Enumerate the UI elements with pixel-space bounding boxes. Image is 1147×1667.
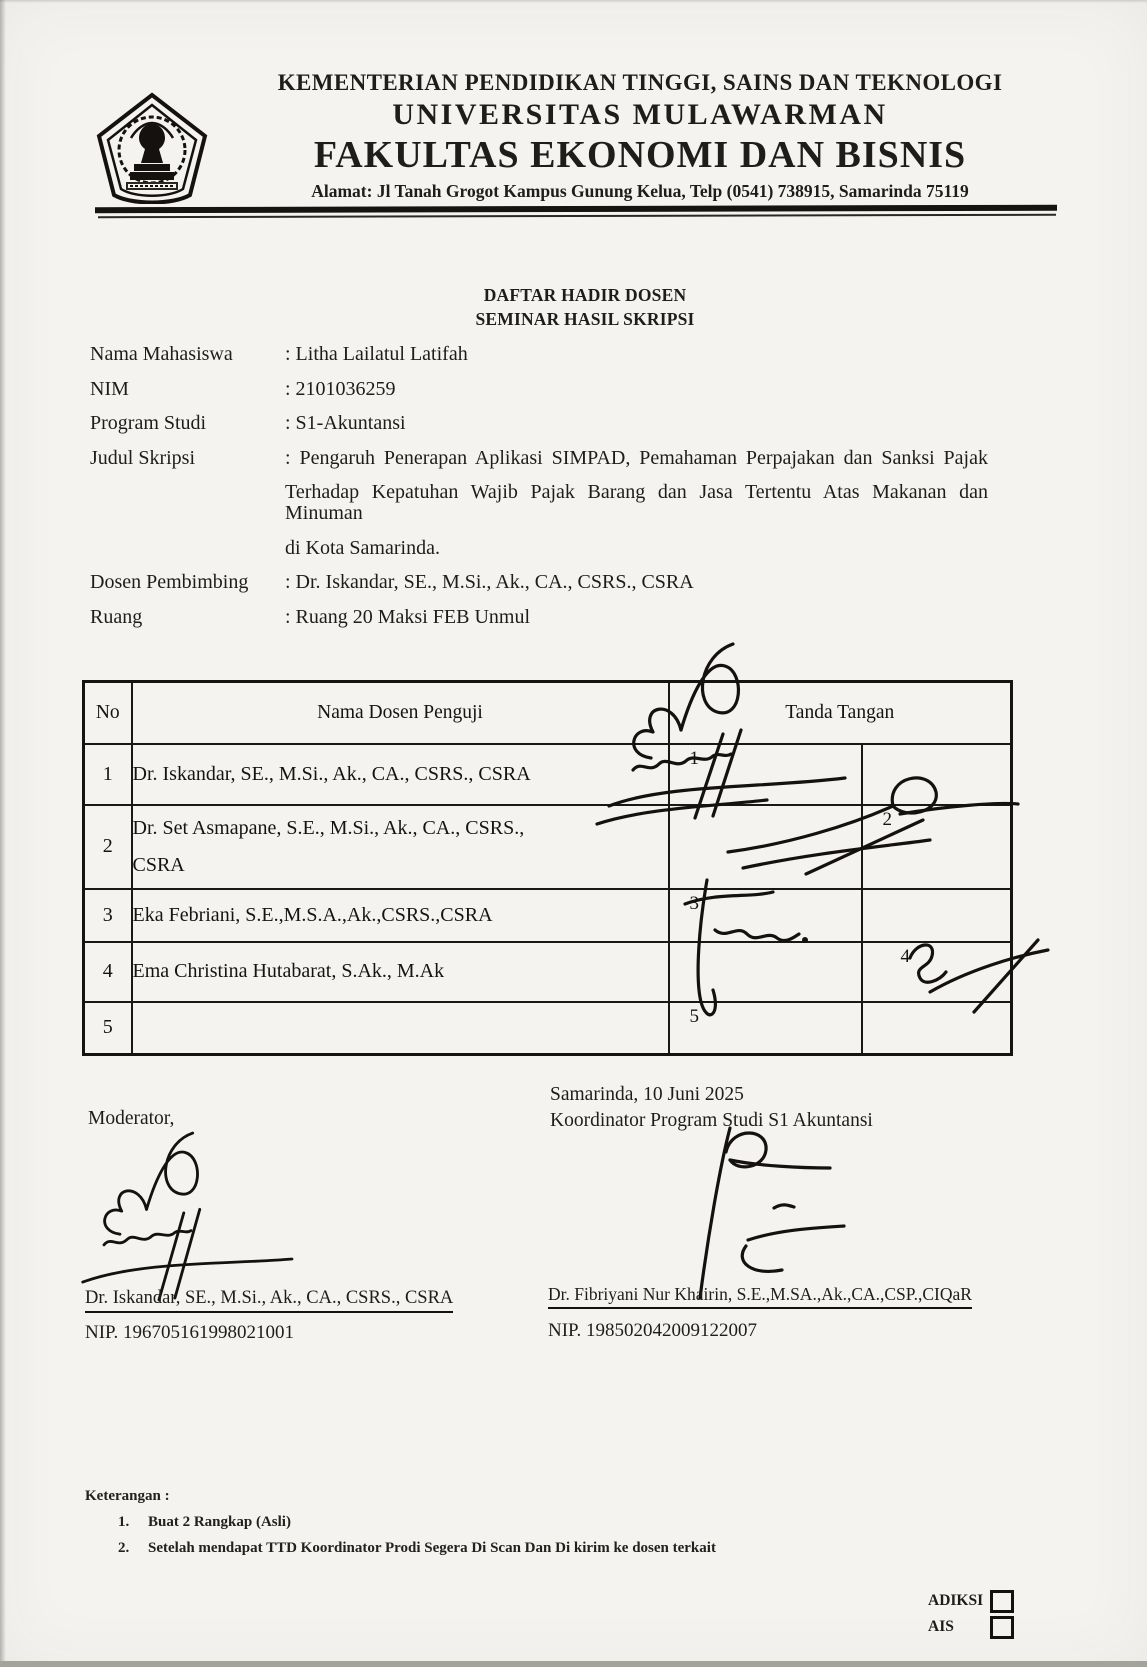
document-title-line1: DAFTAR HADIR DOSEN bbox=[483, 285, 687, 305]
coordinator-role: Koordinator Program Studi S1 Akuntansi bbox=[550, 1110, 873, 1131]
examiner-row-5 bbox=[84, 1002, 1012, 1055]
info-label: Dosen Pembimbing bbox=[90, 571, 249, 593]
info-value-line: Terhadap Kepatuhan Wajib Pajak Barang dan Jasa Tertentu Atas Makanan dan Minuman bbox=[285, 481, 988, 524]
scan-edge-left bbox=[0, 0, 6, 1667]
stamp-label-adiksi: ADIKSI bbox=[928, 1592, 984, 1609]
column-header-no: No bbox=[84, 682, 132, 744]
info-value-line: di Kota Samarinda. bbox=[285, 536, 440, 559]
examiner-row-4 bbox=[84, 942, 1012, 1002]
moderator-name: Dr. Iskandar, SE., M.Si., Ak., CA., CSRS., CSRA bbox=[85, 1288, 453, 1313]
info-value-line: : Pengaruh Penerapan Aplikasi SIMPAD, Pemahaman Perpajakan dan Sanksi Pajak bbox=[285, 446, 988, 469]
note-number: 1. bbox=[118, 1514, 130, 1530]
letterhead bbox=[160, 70, 1120, 202]
signature-coordinator bbox=[598, 1116, 868, 1304]
examiner-name: Ema Christina Hutabarat, S.Ak., M.Ak bbox=[132, 942, 669, 1002]
signature-slot-number: 1 bbox=[689, 747, 699, 769]
signature-slot-number: 4 bbox=[900, 945, 910, 967]
row-number: 1 bbox=[84, 744, 132, 805]
column-header-signature: Tanda Tangan bbox=[669, 682, 1012, 744]
row-number: 4 bbox=[84, 942, 132, 1002]
place-date: Samarinda, 10 Juni 2025 bbox=[550, 1084, 744, 1105]
university-name: UNIVERSITAS MULAWARMAN bbox=[392, 98, 888, 131]
info-value: : Litha Lailatul Latifah bbox=[285, 343, 468, 365]
examiner-row-1 bbox=[84, 744, 1012, 805]
signature-cell-right bbox=[862, 889, 1012, 942]
note-item bbox=[85, 1540, 716, 1557]
info-label: NIM bbox=[90, 377, 129, 400]
signature-slot-number: 5 bbox=[689, 1005, 699, 1027]
moderator-role: Moderator, bbox=[88, 1108, 175, 1129]
info-label: Ruang bbox=[90, 605, 143, 628]
signature-cell-left bbox=[669, 942, 862, 1002]
signature-cell-right bbox=[862, 1002, 1012, 1055]
info-row-nama-mahasiswa bbox=[90, 344, 990, 365]
examiner-row-2 bbox=[84, 805, 1012, 889]
examiner-name bbox=[132, 805, 669, 889]
info-value: : Ruang 20 Maksi FEB Unmul bbox=[285, 605, 531, 628]
notes-heading: Keterangan : bbox=[85, 1488, 170, 1504]
note-number: 2. bbox=[118, 1540, 130, 1556]
signature-slot-number: 3 bbox=[689, 892, 699, 914]
signature-moderator bbox=[70, 1126, 310, 1314]
document-title bbox=[24, 283, 1146, 331]
signature-cell-left bbox=[669, 1002, 862, 1055]
moderator-nip: NIP. 196705161998021001 bbox=[85, 1322, 295, 1343]
note-text: Buat 2 Rangkap (Asli) bbox=[148, 1514, 291, 1530]
signature-cell-right bbox=[862, 805, 1012, 889]
table-header-row bbox=[84, 682, 1012, 744]
info-row-judul-skripsi bbox=[90, 448, 990, 559]
faculty-address: Alamat: Jl Tanah Grogot Kampus Gunung Kelua, Telp (0541) 738915, Samarinda 75119 bbox=[311, 181, 969, 201]
info-row-program-studi bbox=[90, 413, 990, 434]
row-number: 3 bbox=[84, 889, 132, 942]
info-label: Program Studi bbox=[90, 412, 207, 434]
signature-cell-left bbox=[669, 889, 862, 942]
info-label: Judul Skripsi bbox=[90, 446, 196, 469]
examiner-name: Eka Febriani, S.E.,M.S.A.,Ak.,CSRS.,CSRA bbox=[132, 889, 669, 942]
info-value: : 2101036259 bbox=[285, 377, 396, 400]
signature-cell-left bbox=[669, 805, 862, 889]
coordinator-nip: NIP. 198502042009122007 bbox=[548, 1320, 758, 1341]
column-header-name: Nama Dosen Penguji bbox=[132, 682, 669, 744]
signature-slot-number: 2 bbox=[882, 808, 892, 830]
examiner-name bbox=[132, 1002, 669, 1055]
signature-cell-right bbox=[862, 942, 1012, 1002]
info-row-ruang bbox=[90, 607, 990, 628]
notes-block bbox=[85, 1488, 716, 1557]
info-value: : Dr. Iskandar, SE., M.Si., Ak., CA., CSRS., CSRA bbox=[285, 571, 694, 593]
ais-checkbox bbox=[990, 1616, 1014, 1639]
info-label: Nama Mahasiswa bbox=[90, 343, 233, 365]
notes-list bbox=[85, 1514, 716, 1557]
letterhead-rule-thin bbox=[98, 214, 1056, 219]
adiksi-checkbox bbox=[990, 1590, 1014, 1613]
student-info-block bbox=[90, 344, 990, 641]
ministry-name: KEMENTERIAN PENDIDIKAN TINGGI, SAINS DAN TEKNOLOGI bbox=[277, 70, 1003, 95]
info-row-dosen-pembimbing bbox=[90, 572, 990, 593]
note-text: Setelah mendapat TTD Koordinator Prodi Segera Di Scan Dan Di kirim ke dosen terkait bbox=[148, 1540, 716, 1556]
scan-edge-top bbox=[0, 0, 1147, 3]
faculty-name: FAKULTAS EKONOMI DAN BISNIS bbox=[313, 134, 967, 176]
scan-edge-bottom bbox=[0, 1661, 1147, 1667]
document-title-line2: SEMINAR HASIL SKRIPSI bbox=[475, 309, 695, 329]
info-value bbox=[285, 448, 988, 559]
note-item bbox=[85, 1514, 716, 1531]
signature-cell-right bbox=[862, 744, 1012, 805]
routing-stamp bbox=[928, 1588, 1058, 1640]
examiner-name-line: Dr. Set Asmapane, S.E., M.Si., Ak., CA., CSRS., bbox=[132, 816, 525, 839]
examiner-name-line: CSRA bbox=[132, 853, 185, 876]
examiner-row-3 bbox=[84, 889, 1012, 942]
examiner-attendance-table bbox=[82, 680, 1013, 1056]
row-number: 2 bbox=[84, 805, 132, 889]
info-row-nim bbox=[90, 379, 990, 400]
examiner-name: Dr. Iskandar, SE., M.Si., Ak., CA., CSRS., CSRA bbox=[132, 744, 669, 805]
letterhead-rule-thick bbox=[95, 205, 1057, 214]
info-value: : S1-Akuntansi bbox=[285, 412, 406, 434]
coordinator-name: Dr. Fibriyani Nur Khairin, S.E.,M.SA.,Ak.,CA.,CSP.,CIQaR bbox=[548, 1284, 972, 1309]
place-date-block bbox=[550, 1082, 873, 1134]
row-number: 5 bbox=[84, 1002, 132, 1055]
signature-cell-left bbox=[669, 744, 862, 805]
stamp-label-ais: AIS bbox=[928, 1618, 954, 1635]
